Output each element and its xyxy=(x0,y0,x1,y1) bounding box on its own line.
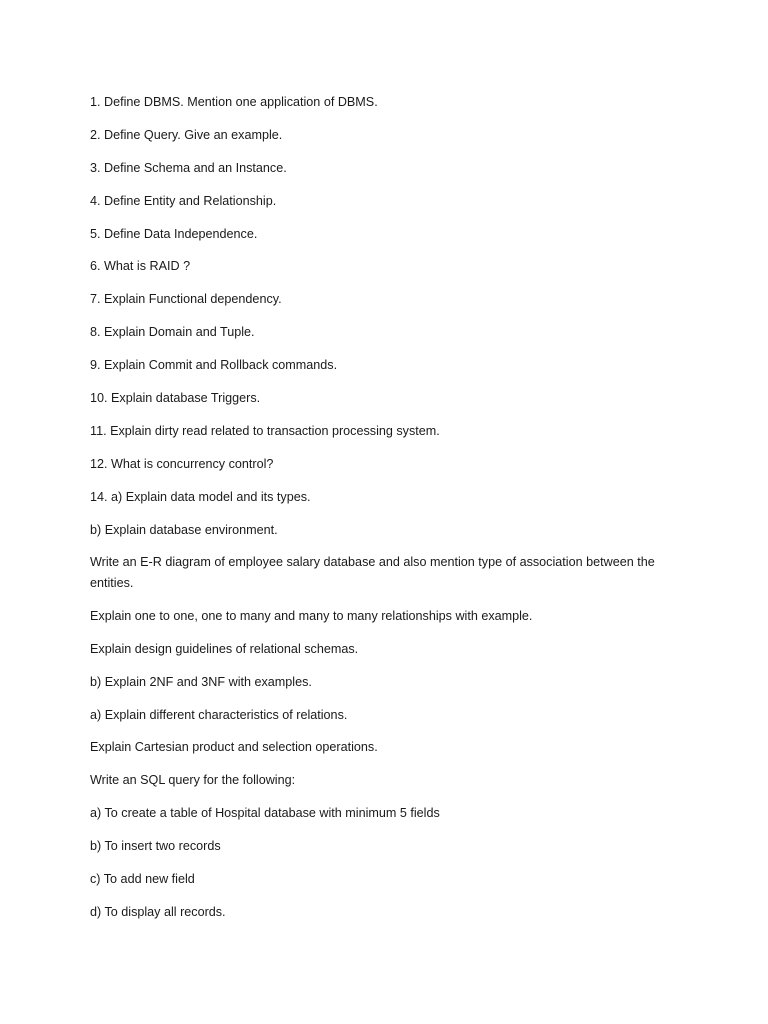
question-line: Explain Cartesian product and selection operations. xyxy=(90,740,378,755)
question-line: 11. Explain dirty read related to transaction processing system. xyxy=(90,423,440,438)
question-line: a) Explain different characteristics of relations. xyxy=(90,707,348,722)
question-line: 3. Define Schema and an Instance. xyxy=(90,160,287,175)
question-line: 6. What is RAID ? xyxy=(90,259,191,274)
question-line: Write an SQL query for the following: xyxy=(90,773,296,788)
question-line: Explain design guidelines of relational schemas. xyxy=(90,641,359,656)
question-list xyxy=(90,92,680,935)
question-line: c) To add new field xyxy=(90,871,195,886)
question-line: d) To display all records. xyxy=(90,904,226,919)
question-line: 12. What is concurrency control? xyxy=(90,456,274,471)
question-line: 5. Define Data Independence. xyxy=(90,226,258,241)
question-line: b) Explain database environment. xyxy=(90,522,278,537)
question-line: 10. Explain database Triggers. xyxy=(90,391,261,406)
question-line: Write an E-R diagram of employee salary database and also mention type of association between the entities. xyxy=(90,555,655,590)
question-line: 4. Define Entity and Relationship. xyxy=(90,193,277,208)
question-line: 7. Explain Functional dependency. xyxy=(90,292,282,307)
question-line: 1. Define DBMS. Mention one application of DBMS. xyxy=(90,95,378,109)
question-line: 14. a) Explain data model and its types. xyxy=(90,489,311,504)
question-line: 9. Explain Commit and Rollback commands. xyxy=(90,358,338,373)
question-line: 8. Explain Domain and Tuple. xyxy=(90,325,255,340)
question-line: a) To create a table of Hospital database with minimum 5 fields xyxy=(90,806,440,821)
question-line: 2. Define Query. Give an example. xyxy=(90,127,283,142)
question-line: b) Explain 2NF and 3NF with examples. xyxy=(90,674,312,689)
question-line: Explain one to one, one to many and many to many relationships with example. xyxy=(90,608,533,623)
question-line: b) To insert two records xyxy=(90,839,221,854)
